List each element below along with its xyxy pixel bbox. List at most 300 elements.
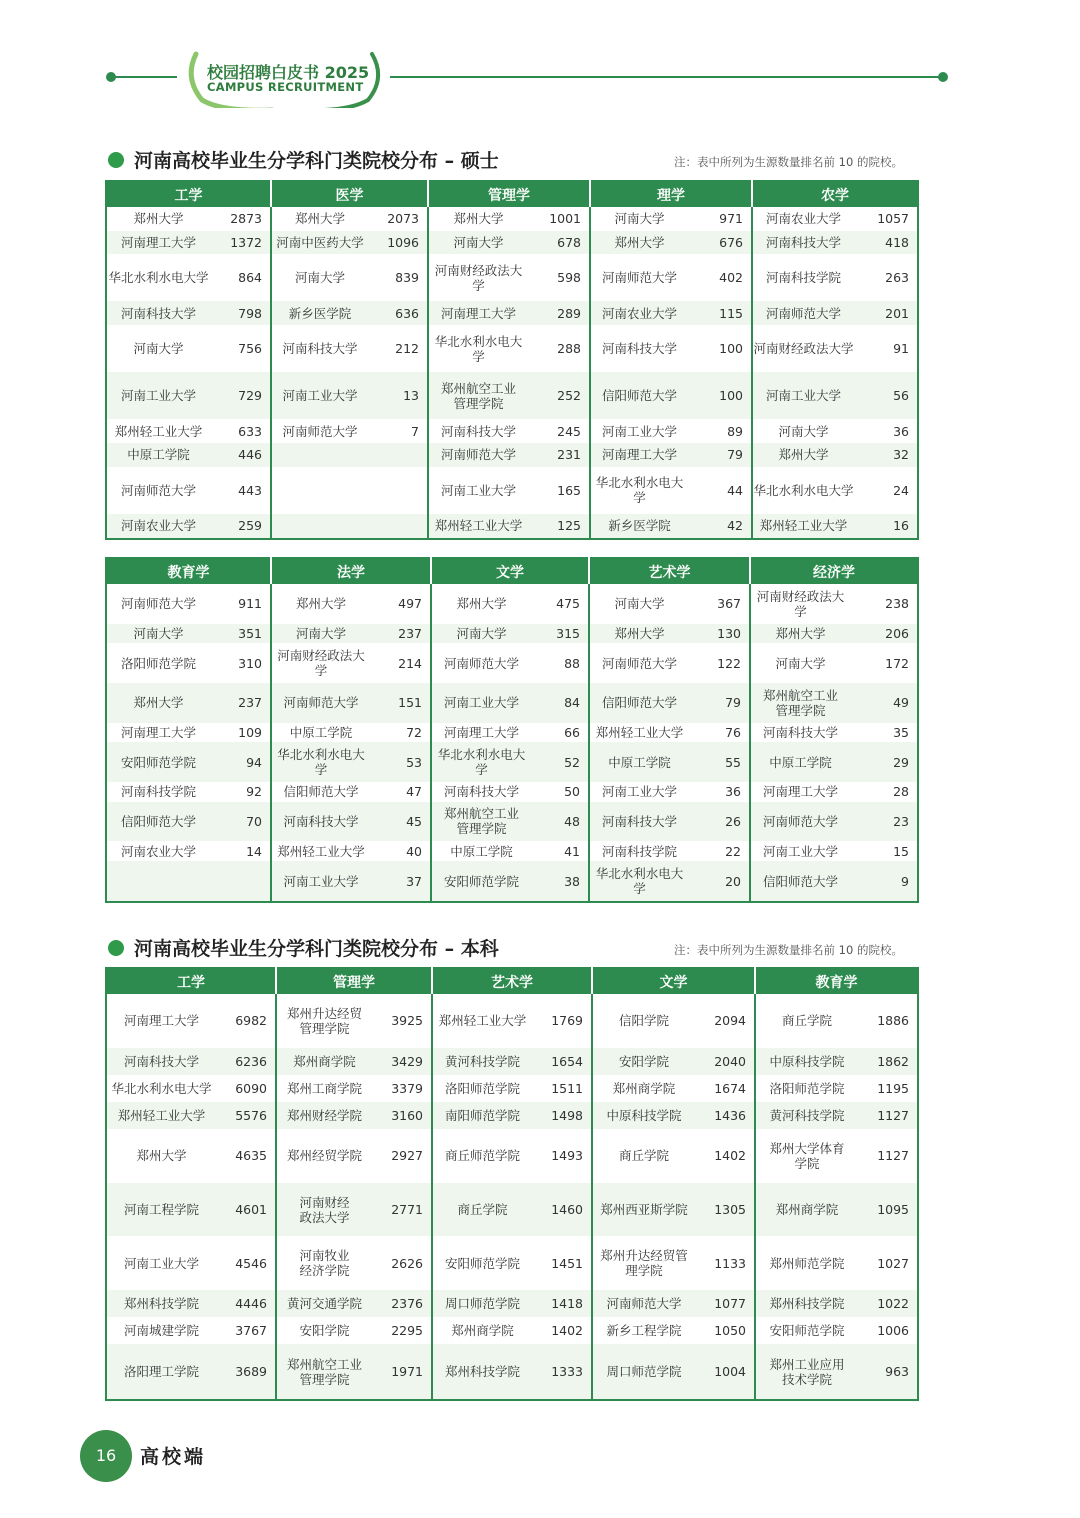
school-cell: 郑州轻工业大学 <box>432 994 532 1048</box>
count-cell: 212 <box>395 341 419 357</box>
count-cell: 3689 <box>216 1344 276 1400</box>
school-cell: 河南科技大学 <box>431 782 531 802</box>
column-header: 艺术学 <box>432 968 592 994</box>
school-cell: 中原工学院 <box>271 723 370 743</box>
school-cell: 河南大学 <box>106 624 210 644</box>
school-cell: 郑州大学 <box>271 584 370 624</box>
table-row <box>106 1290 918 1317</box>
count-cell: 238 <box>885 596 909 612</box>
school-cell: 郑州航空工业 管理学院 <box>428 372 528 419</box>
column-header: 工学 <box>106 181 271 207</box>
count-cell: 1769 <box>551 1013 583 1029</box>
count-cell: 24 <box>893 482 909 498</box>
count-cell: 22 <box>725 843 741 859</box>
count-cell: 151 <box>370 683 431 723</box>
count-cell: 40 <box>406 843 422 859</box>
table-row <box>106 514 918 539</box>
count-cell: 3379 <box>391 1080 423 1096</box>
header-subtitle: CAMPUS RECRUITMENT <box>207 80 364 94</box>
school-cell: 河南理工大学 <box>590 443 688 467</box>
count-cell: 1418 <box>532 1290 592 1317</box>
school-cell: 信阳师范大学 <box>589 683 689 723</box>
school-cell: 华北水利水电大学 <box>428 325 528 372</box>
school-cell: 中原工学院 <box>589 742 689 782</box>
table-row <box>106 207 918 231</box>
bullet-icon <box>108 940 124 956</box>
table-row <box>106 254 918 301</box>
count-cell: 36 <box>725 784 741 800</box>
school-cell: 商丘学院 <box>592 1129 695 1183</box>
table-row <box>106 372 918 419</box>
school-cell: 中原工学院 <box>750 742 850 782</box>
table-row <box>106 419 918 443</box>
school-cell: 洛阳师范学院 <box>432 1075 532 1102</box>
count-cell: 48 <box>531 802 589 842</box>
count-cell: 3925 <box>391 1013 423 1029</box>
count-cell: 9 <box>850 861 918 902</box>
school-cell: 安阳学院 <box>592 1048 695 1075</box>
count-cell: 70 <box>210 802 271 842</box>
school-cell: 郑州财经学院 <box>276 1102 372 1129</box>
school-cell: 河南财经 政法大学 <box>276 1183 372 1237</box>
count-cell: 50 <box>564 784 580 800</box>
school-cell: 华北水利水电大学 <box>108 270 209 286</box>
count-cell: 367 <box>717 596 741 612</box>
table-row <box>106 231 918 255</box>
school-cell: 郑州师范学院 <box>755 1236 858 1290</box>
school-cell: 郑州工业应用 技术学院 <box>755 1344 858 1400</box>
count-cell: 839 <box>395 270 419 286</box>
count-cell: 6982 <box>235 1013 267 1029</box>
count-cell: 2094 <box>714 1013 746 1029</box>
count-cell: 2073 <box>387 211 419 227</box>
count-cell: 1674 <box>714 1080 746 1096</box>
count-cell: 115 <box>688 301 752 325</box>
count-cell: 26 <box>689 802 750 842</box>
header-line-left <box>112 76 177 78</box>
school-cell: 郑州大学 <box>133 211 184 227</box>
school-cell: 洛阳师范学院 <box>755 1075 858 1102</box>
school-cell: 河南科技大学 <box>589 802 689 842</box>
count-cell: 6090 <box>235 1080 267 1096</box>
count-cell: 130 <box>689 624 750 644</box>
count-cell: 1096 <box>368 231 428 255</box>
table-header-row <box>106 558 918 584</box>
count-cell: 288 <box>557 341 581 357</box>
count-cell: 1372 <box>210 231 271 255</box>
column-header: 法学 <box>271 558 431 584</box>
count-cell: 47 <box>406 784 422 800</box>
school-cell: 河南科技大学 <box>428 419 528 443</box>
count-cell: 1050 <box>714 1323 746 1339</box>
school-cell <box>271 443 368 467</box>
count-cell: 109 <box>238 724 262 740</box>
school-cell: 河南大学 <box>431 624 531 644</box>
table-row <box>106 861 918 902</box>
count-cell: 1077 <box>695 1290 755 1317</box>
count-cell: 231 <box>528 443 590 467</box>
bullet-icon <box>108 152 124 168</box>
school-cell: 郑州大学 <box>750 624 850 644</box>
count-cell: 45 <box>370 802 431 842</box>
count-cell: 41 <box>564 843 580 859</box>
count-cell: 94 <box>210 742 271 782</box>
school-cell: 中原工学院 <box>106 443 210 467</box>
school-cell: 河南大学 <box>590 207 688 231</box>
school-cell: 河南大学 <box>752 419 854 443</box>
school-cell: 河南理工大学 <box>750 782 850 802</box>
count-cell: 911 <box>238 596 262 612</box>
table-row <box>106 1183 918 1237</box>
school-cell: 郑州升达经贸管 理学院 <box>592 1236 695 1290</box>
count-cell: 1654 <box>532 1048 592 1075</box>
count-cell: 2927 <box>391 1148 423 1164</box>
school-cell: 河南科技大学 <box>750 723 850 743</box>
count-cell: 1886 <box>877 1013 909 1029</box>
count-cell: 1498 <box>532 1102 592 1129</box>
school-cell: 河南农业大学 <box>590 301 688 325</box>
count-cell: 310 <box>238 655 262 671</box>
school-cell: 商丘学院 <box>432 1183 532 1237</box>
master-table-1 <box>105 180 919 540</box>
school-cell: 郑州工商学院 <box>276 1075 372 1102</box>
count-cell: 72 <box>406 724 422 740</box>
count-cell: 42 <box>688 514 752 539</box>
table-row <box>106 994 918 1048</box>
count-cell: 263 <box>885 270 909 286</box>
school-cell: 河南师范大学 <box>592 1290 695 1317</box>
school-cell: 黄河科技学院 <box>432 1048 532 1075</box>
section1-title: 河南高校毕业生分学科门类院校分布 – 硕士 <box>108 146 499 173</box>
school-cell: 郑州大学 <box>752 443 854 467</box>
count-cell: 636 <box>368 301 428 325</box>
column-header: 管理学 <box>428 181 590 207</box>
school-cell: 郑州科技学院 <box>432 1344 532 1400</box>
count-cell: 20 <box>689 861 750 902</box>
count-cell: 418 <box>854 231 918 255</box>
count-cell: 122 <box>717 655 741 671</box>
section2-title: 河南高校毕业生分学科门类院校分布 – 本科 <box>108 934 499 961</box>
school-cell: 河南牧业 经济学院 <box>276 1236 372 1290</box>
school-cell: 信阳学院 <box>592 994 695 1048</box>
school-cell: 华北水利水电大学 <box>589 861 689 902</box>
school-cell: 河南工业大学 <box>271 372 368 419</box>
count-cell: 13 <box>368 372 428 419</box>
school-cell: 河南城建学院 <box>123 1323 199 1339</box>
table-header-row <box>106 181 918 207</box>
school-cell: 河南财经政法大学 <box>271 643 370 683</box>
count-cell: 864 <box>238 270 262 286</box>
count-cell: 259 <box>210 514 271 539</box>
school-cell: 河南师范大学 <box>590 254 688 301</box>
count-cell: 237 <box>370 624 431 644</box>
column-header: 文学 <box>592 968 755 994</box>
school-cell: 河南工业大学 <box>590 419 688 443</box>
count-cell: 1004 <box>695 1344 755 1400</box>
count-cell: 4635 <box>235 1148 267 1164</box>
school-cell: 郑州航空工业 管理学院 <box>276 1344 372 1400</box>
header-dot-right <box>938 72 948 82</box>
count-cell: 206 <box>850 624 918 644</box>
table-row <box>106 782 918 802</box>
school-cell: 河南科技大学 <box>752 231 854 255</box>
school-cell: 郑州升达经贸 管理学院 <box>276 994 372 1048</box>
count-cell: 1333 <box>532 1344 592 1400</box>
count-cell: 44 <box>727 482 743 498</box>
school-cell: 河南农业大学 <box>120 843 196 859</box>
count-cell: 1436 <box>695 1102 755 1129</box>
count-cell: 446 <box>210 443 271 467</box>
school-cell: 安阳师范学院 <box>431 861 531 902</box>
count-cell: 245 <box>557 423 581 439</box>
count-cell: 3429 <box>372 1048 432 1075</box>
count-cell: 2040 <box>695 1048 755 1075</box>
school-cell: 河南理工大学 <box>106 231 210 255</box>
column-header: 管理学 <box>276 968 432 994</box>
school-cell: 河南工业大学 <box>589 782 689 802</box>
count-cell: 1402 <box>551 1323 583 1339</box>
school-cell: 中原科技学院 <box>755 1048 858 1075</box>
school-cell: 河南财经政法大学 <box>428 254 528 301</box>
count-cell: 1095 <box>858 1183 918 1237</box>
school-cell: 郑州轻工业大学 <box>428 514 528 539</box>
school-cell: 河南理工大学 <box>120 724 196 740</box>
count-cell: 3767 <box>235 1323 267 1339</box>
count-cell: 4446 <box>216 1290 276 1317</box>
count-cell <box>368 443 428 467</box>
school-cell: 河南理工大学 <box>123 1013 199 1029</box>
count-cell: 32 <box>854 443 918 467</box>
count-cell: 201 <box>854 301 918 325</box>
table-row <box>106 1048 918 1075</box>
count-cell: 49 <box>850 683 918 723</box>
count-cell: 1971 <box>372 1344 432 1400</box>
count-cell: 79 <box>689 683 750 723</box>
school-cell: 河南师范大学 <box>750 802 850 842</box>
school-cell: 洛阳理工学院 <box>106 1344 216 1400</box>
table-row <box>106 1317 918 1344</box>
count-cell: 2771 <box>372 1183 432 1237</box>
table-row <box>106 742 918 782</box>
school-cell: 郑州商学院 <box>276 1048 372 1075</box>
count-cell: 55 <box>689 742 750 782</box>
school-cell: 河南科技大学 <box>106 301 210 325</box>
table-row <box>106 723 918 743</box>
table-row <box>106 683 918 723</box>
school-cell: 郑州航空工业 管理学院 <box>431 802 531 842</box>
count-cell: 729 <box>210 372 271 419</box>
header-line-right <box>390 76 942 78</box>
table-row <box>106 1075 918 1102</box>
school-cell: 郑州大学 <box>590 231 688 255</box>
school-cell: 河南工业大学 <box>271 861 370 902</box>
count-cell: 4546 <box>235 1255 267 1271</box>
count-cell: 315 <box>531 624 589 644</box>
section1-note: 注：表中所列为生源数量排名前 10 的院校。 <box>674 155 903 169</box>
school-cell: 河南工业大学 <box>123 1255 199 1271</box>
school-cell: 河南大学 <box>428 231 528 255</box>
school-cell: 郑州西亚斯学院 <box>592 1183 695 1237</box>
count-cell: 963 <box>858 1344 918 1400</box>
count-cell: 5576 <box>216 1102 276 1129</box>
school-cell: 信阳师范大学 <box>271 782 370 802</box>
school-cell: 华北水利水电大学 <box>590 467 688 514</box>
school-cell: 中原工学院 <box>431 841 531 861</box>
table-header-row <box>106 968 918 994</box>
count-cell: 1057 <box>877 211 909 227</box>
count-cell: 497 <box>398 596 422 612</box>
school-cell: 安阳师范学院 <box>106 742 210 782</box>
table-row <box>106 301 918 325</box>
school-cell: 河南财经政法大学 <box>752 325 854 372</box>
count-cell: 798 <box>210 301 271 325</box>
school-cell: 中原科技学院 <box>592 1102 695 1129</box>
school-cell: 河南科技学院 <box>752 254 854 301</box>
school-cell: 新乡医学院 <box>590 514 688 539</box>
count-cell: 1022 <box>858 1290 918 1317</box>
count-cell: 1862 <box>858 1048 918 1075</box>
count-cell: 1006 <box>877 1323 909 1339</box>
school-cell: 周口师范学院 <box>432 1290 532 1317</box>
page-header <box>0 40 1080 110</box>
school-cell: 新乡工程学院 <box>592 1317 695 1344</box>
school-cell: 河南大学 <box>271 254 368 301</box>
count-cell: 1493 <box>551 1148 583 1164</box>
count-cell: 1451 <box>551 1255 583 1271</box>
school-cell: 河南科技学院 <box>589 841 689 861</box>
section2-note: 注：表中所列为生源数量排名前 10 的院校。 <box>674 943 903 957</box>
count-cell: 1127 <box>858 1102 918 1129</box>
school-cell: 商丘学院 <box>755 994 858 1048</box>
school-cell: 南阳师范学院 <box>432 1102 532 1129</box>
school-cell: 安阳学院 <box>276 1317 372 1344</box>
column-header: 经济学 <box>750 558 918 584</box>
school-cell: 郑州经贸学院 <box>276 1129 372 1183</box>
school-cell: 郑州科技学院 <box>106 1290 216 1317</box>
school-cell: 河南大学 <box>271 624 370 644</box>
count-cell: 1511 <box>551 1080 583 1096</box>
count-cell: 2295 <box>391 1323 423 1339</box>
count-cell: 16 <box>854 514 918 539</box>
count-cell: 35 <box>893 724 909 740</box>
school-cell: 郑州大学 <box>428 207 528 231</box>
school-cell: 信阳师范大学 <box>106 802 210 842</box>
school-cell: 河南科技大学 <box>271 802 370 842</box>
count-cell: 598 <box>557 270 581 286</box>
column-header: 教育学 <box>755 968 918 994</box>
count-cell: 36 <box>893 423 909 439</box>
table-row <box>106 1236 918 1290</box>
school-cell: 河南师范大学 <box>120 482 196 498</box>
count-cell: 165 <box>557 482 581 498</box>
school-cell: 黄河科技学院 <box>755 1102 858 1129</box>
count-cell: 6236 <box>216 1048 276 1075</box>
school-cell: 河南工业大学 <box>750 841 850 861</box>
school-cell: 安阳师范学院 <box>432 1236 532 1290</box>
count-cell: 125 <box>528 514 590 539</box>
count-cell: 1402 <box>714 1148 746 1164</box>
count-cell: 76 <box>725 724 741 740</box>
count-cell: 15 <box>893 843 909 859</box>
count-cell: 1195 <box>877 1080 909 1096</box>
table-row <box>106 467 918 514</box>
school-cell: 郑州轻工业大学 <box>271 841 370 861</box>
table-row <box>106 802 918 842</box>
count-cell: 92 <box>246 784 262 800</box>
school-cell <box>271 467 368 514</box>
count-cell: 84 <box>531 683 589 723</box>
school-cell: 郑州商学院 <box>432 1317 532 1344</box>
school-cell: 华北水利水电大学 <box>752 467 854 514</box>
count-cell: 443 <box>238 482 262 498</box>
count-cell: 88 <box>564 655 580 671</box>
count-cell: 678 <box>528 231 590 255</box>
school-cell: 郑州轻工业大学 <box>114 423 203 439</box>
page-number: 16 <box>80 1430 132 1482</box>
school-cell: 郑州大学体育 学院 <box>755 1129 858 1183</box>
table-row <box>106 624 918 644</box>
footer-label: 高校端 <box>140 1446 207 1468</box>
count-cell: 1305 <box>695 1183 755 1237</box>
count-cell: 172 <box>885 655 909 671</box>
school-cell: 商丘师范学院 <box>432 1129 532 1183</box>
school-cell: 郑州轻工业大学 <box>752 514 854 539</box>
school-cell: 河南师范大学 <box>120 596 196 612</box>
table-row <box>106 1102 918 1129</box>
count-cell: 89 <box>727 423 743 439</box>
school-cell: 河南工程学院 <box>106 1183 216 1237</box>
count-cell: 214 <box>398 655 422 671</box>
column-header: 农学 <box>752 181 918 207</box>
count-cell: 351 <box>210 624 271 644</box>
count-cell: 100 <box>719 341 743 357</box>
school-cell: 河南科技大学 <box>271 325 368 372</box>
count-cell: 14 <box>246 843 262 859</box>
master-table-2 <box>105 557 919 903</box>
column-header: 理学 <box>590 181 752 207</box>
school-cell <box>106 861 210 902</box>
school-cell: 河南工业大学 <box>752 372 854 419</box>
school-cell: 河南大学 <box>589 584 689 624</box>
count-cell: 971 <box>719 211 743 227</box>
count-cell: 79 <box>688 443 752 467</box>
count-cell: 52 <box>531 742 589 782</box>
table-row <box>106 325 918 372</box>
school-cell: 河南大学 <box>133 341 184 357</box>
column-header: 艺术学 <box>589 558 750 584</box>
school-cell: 郑州商学院 <box>755 1183 858 1237</box>
count-cell: 1460 <box>532 1183 592 1237</box>
school-cell: 郑州航空工业 管理学院 <box>750 683 850 723</box>
school-cell: 河南师范大学 <box>589 643 689 683</box>
school-cell <box>271 514 368 539</box>
school-cell: 河南农业大学 <box>752 207 854 231</box>
count-cell: 237 <box>210 683 271 723</box>
school-cell: 河南师范大学 <box>271 683 370 723</box>
count-cell: 289 <box>528 301 590 325</box>
count-cell: 1027 <box>877 1255 909 1271</box>
school-cell: 郑州大学 <box>431 584 531 624</box>
table-row <box>106 1344 918 1400</box>
header-dot-left <box>106 72 116 82</box>
school-cell: 河南大学 <box>750 643 850 683</box>
count-cell: 91 <box>893 341 909 357</box>
school-cell: 郑州科技学院 <box>755 1290 858 1317</box>
school-cell: 河南财经政法大学 <box>750 584 850 624</box>
count-cell: 28 <box>893 784 909 800</box>
school-cell: 华北水利水电大学 <box>111 1080 212 1096</box>
school-cell: 河南科技学院 <box>120 784 196 800</box>
